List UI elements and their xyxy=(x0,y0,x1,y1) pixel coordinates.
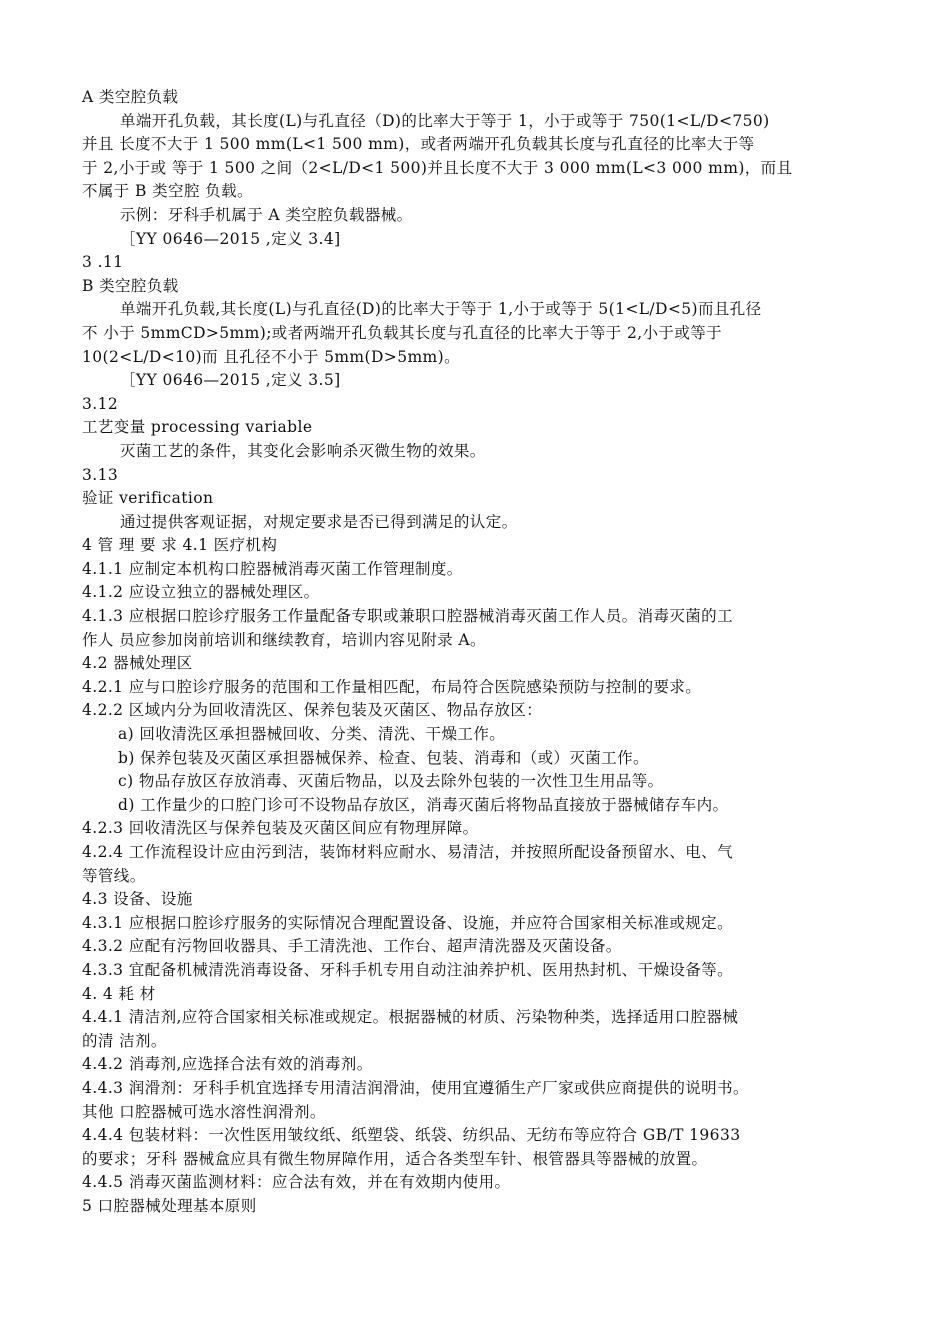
text-line: 5 口腔器械处理基本原则 xyxy=(82,1196,257,1215)
text-line: 4.4.3 润滑剂：牙科手机宜选择专用清洁润滑油，使用宜遵循生产厂家或供应商提供的说明书。 xyxy=(82,1078,749,1097)
text-line: 4.2.1 应与口腔诊疗服务的范围和工作量相匹配，布局符合医院感染预防与控制的要求。 xyxy=(82,677,702,696)
text-line: 作人 员应参加岗前培训和继续教育，培训内容见附录 A。 xyxy=(82,630,486,649)
text-line: 4.2 器械处理区 xyxy=(82,654,193,673)
text-line: 于 2,小于或 等于 1 500 之间（2<L/D<1 500)并且长度不大于 3 000 mm(L<3 000 mm)，而且 xyxy=(82,158,793,177)
text-line: 4.2.3 回收清洗区与保养包装及灭菌区间应有物理屏障。 xyxy=(82,819,479,838)
text-line: 4 管 理 要 求 4.1 医疗机构 xyxy=(82,536,278,555)
text-line: 单端开孔负载，其长度(L)与孔直径（D)的比率大于等于 1，小于或等于 750(1<L/D<750) xyxy=(120,111,770,130)
text-line: 4.4.1 清洁剂,应符合国家相关标准或规定。根据器械的材质、污染物种类，选择适用口腔器械 xyxy=(82,1008,739,1027)
text-line: 通过提供客观证据，对规定要求是否已得到满足的认定。 xyxy=(120,512,518,531)
text-line: 的清 洁剂。 xyxy=(82,1031,167,1050)
text-line: 4.1.3 应根据口腔诊疗服务工作量配备专职或兼职口腔器械消毒灭菌工作人员。消毒灭菌的工 xyxy=(82,607,733,626)
document-body xyxy=(82,86,872,1219)
text-line: 3.12 xyxy=(82,394,119,413)
text-line: ［YY 0646—2015 ,定义 3.4] xyxy=(120,229,341,248)
text-line: 4.4.4 包装材料：一次性医用皱纹纸、纸塑袋、纸袋、纺织品、无纺布等应符合 GB/T 19633 xyxy=(82,1126,741,1145)
text-line: 不属于 B 类空腔 负载。 xyxy=(82,182,253,201)
text-line: 4.3.1 应根据口腔诊疗服务的实际情况合理配置设备、设施，并应符合国家相关标准或规定。 xyxy=(82,913,733,932)
text-line: 4.2.4 工作流程设计应由污到洁，装饰材料应耐水、易清洁，并按照所配设备预留水、电、气 xyxy=(82,843,733,861)
text-line: 4.1.2 应设立独立的器械处理区。 xyxy=(82,583,320,602)
text-line: 4.1.1 应制定本机构口腔器械消毒灭菌工作管理制度。 xyxy=(82,559,463,578)
text-line: 4.3 设备、设施 xyxy=(82,890,193,909)
text-line: d) 工作量少的口腔门诊可不设物品存放区，消毒灭菌后将物品直接放于器械储存车内。 xyxy=(118,795,729,814)
text-line: 4.2.2 区域内分为回收清洗区、保养包装及灭菌区、物品存放区： xyxy=(82,701,543,720)
text-line: B 类空腔负载 xyxy=(82,276,179,295)
text-line: 4.4.2 消毒剂,应选择合法有效的消毒剂。 xyxy=(82,1055,373,1074)
text-line: 4. 4 耗 材 xyxy=(82,984,156,1003)
text-line: 工艺变量 processing variable xyxy=(82,418,313,437)
text-line: 3 .11 xyxy=(82,253,124,272)
text-line: A 类空腔负载 xyxy=(82,88,179,106)
text-line: 3.13 xyxy=(82,465,119,484)
text-line: 4.4.5 消毒灭菌监测材料：应合法有效，并在有效期内使用。 xyxy=(82,1173,511,1192)
text-line: 并且 长度不大于 1 500 mm(L<1 500 mm)，或者两端开孔负载其长度与孔直径的比率大于等 xyxy=(82,135,755,154)
text-line: ［YY 0646—2015 ,定义 3.5] xyxy=(120,371,341,390)
text-line: 其他 口腔器械可选水溶性润滑剂。 xyxy=(82,1102,326,1121)
text-line: 等管线。 xyxy=(82,866,146,885)
text-line: 不 小于 5mmCD>5mm);或者两端开孔负载其长度与孔直径的比率大于等于 2,小于或等于 xyxy=(82,323,723,342)
text-line: 10(2<L/D<10)而 且孔径不小于 5mm(D>5mm)。 xyxy=(82,347,460,366)
text-line: 的要求；牙科 器械盒应具有微生物屏障作用，适合各类型车针、根管器具等器械的放置。 xyxy=(82,1149,708,1168)
text-line: 示例：牙科手机属于 A 类空腔负载器械。 xyxy=(120,205,413,224)
text-line: 4.3.2 应配有污物回收器具、手工清洗池、工作台、超声清洗器及灭菌设备。 xyxy=(82,937,622,956)
text-line: 4.3.3 宜配备机械清洗消毒设备、牙科手机专用自动注油养护机、医用热封机、干燥设备等。 xyxy=(82,960,733,979)
text-line: 单端开孔负载,其长度(L)与孔直径(D)的比率大于等于 1,小于或等于 5(1<L/D<5)而且孔径 xyxy=(120,300,762,319)
text-line: a) 回收清洗区承担器械回收、分类、清洗、干燥工作。 xyxy=(118,725,506,744)
text-line: c) 物品存放区存放消毒、灭菌后物品，以及去除外包装的一次性卫生用品等。 xyxy=(118,772,664,791)
text-line: b) 保养包装及灭菌区承担器械保养、检查、包装、消毒和（或）灭菌工作。 xyxy=(118,748,649,767)
text-line: 灭菌工艺的条件，其变化会影响杀灭微生物的效果。 xyxy=(120,441,486,460)
text-line: 验证 verification xyxy=(82,489,214,508)
